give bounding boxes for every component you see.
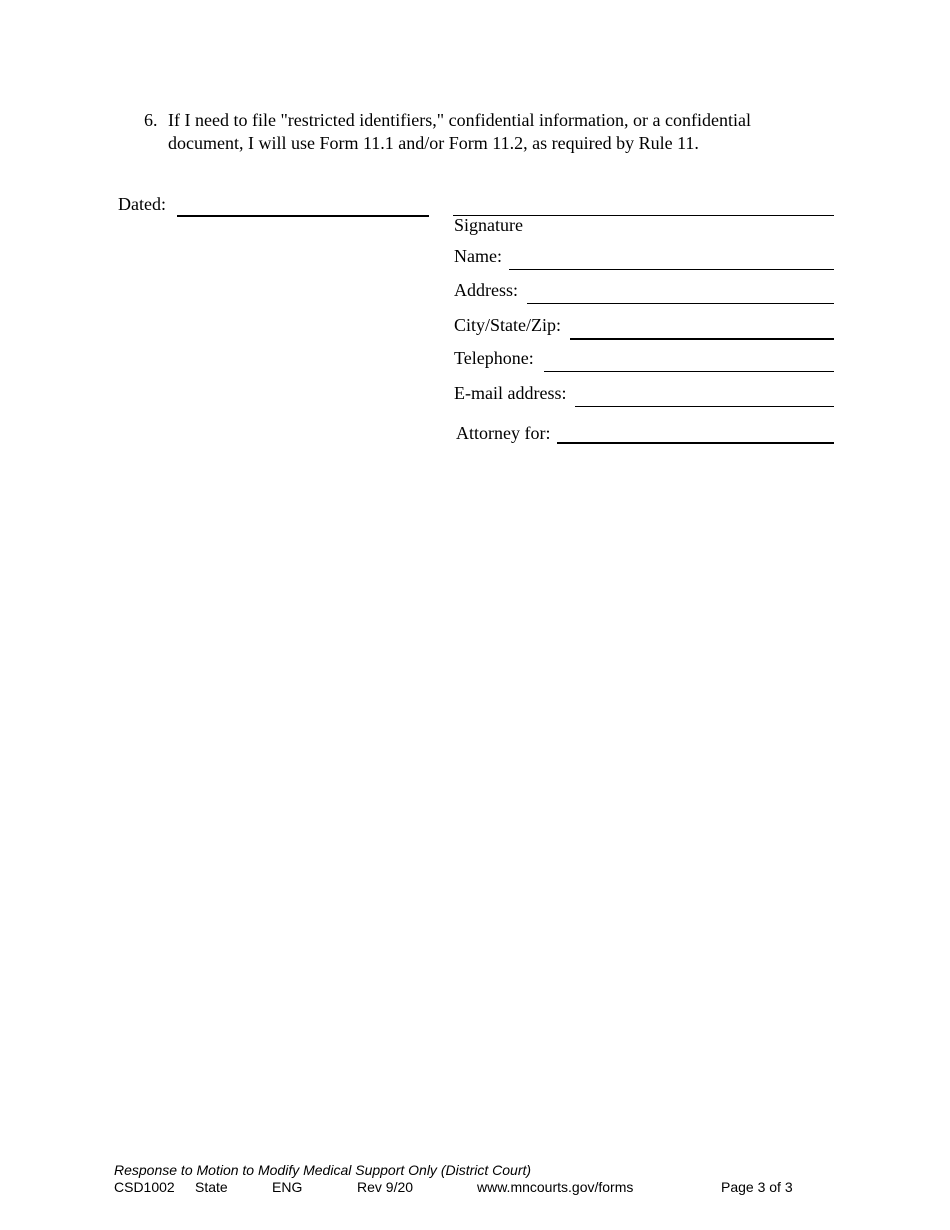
item-6	[144, 109, 824, 155]
item-number: 6.	[144, 110, 158, 130]
attorney-for-label: Attorney for:	[456, 423, 551, 443]
telephone-label: Telephone:	[454, 348, 534, 368]
email-label: E-mail address:	[454, 383, 567, 403]
item-text-line1: If I need to file "restricted identifiers," confidential information, or a confidential	[168, 110, 751, 130]
address-label: Address:	[454, 280, 518, 300]
footer-website: www.mncourts.gov/forms	[477, 1179, 634, 1195]
footer-jurisdiction: State	[195, 1179, 228, 1195]
name-field[interactable]	[509, 269, 834, 270]
attorney-for-field[interactable]	[557, 442, 834, 444]
footer-page-number: Page 3 of 3	[721, 1179, 793, 1195]
email-field[interactable]	[575, 406, 834, 407]
address-field[interactable]	[527, 303, 834, 304]
city-state-zip-field[interactable]	[570, 338, 834, 340]
footer-language: ENG	[272, 1179, 303, 1195]
city-state-zip-label: City/State/Zip:	[454, 315, 561, 335]
dated-label: Dated:	[118, 194, 166, 214]
dated-field[interactable]	[177, 215, 429, 217]
telephone-field[interactable]	[544, 371, 834, 372]
footer-revision: Rev 9/20	[357, 1179, 414, 1195]
item-text-line2: document, I will use Form 11.1 and/or Form 11.2, as required by Rule 11.	[168, 133, 699, 153]
footer-form-id: CSD1002	[114, 1179, 175, 1195]
footer-title: Response to Motion to Modify Medical Support Only (District Court)	[114, 1162, 532, 1178]
name-label: Name:	[454, 246, 502, 266]
signature-label: Signature	[454, 215, 523, 235]
